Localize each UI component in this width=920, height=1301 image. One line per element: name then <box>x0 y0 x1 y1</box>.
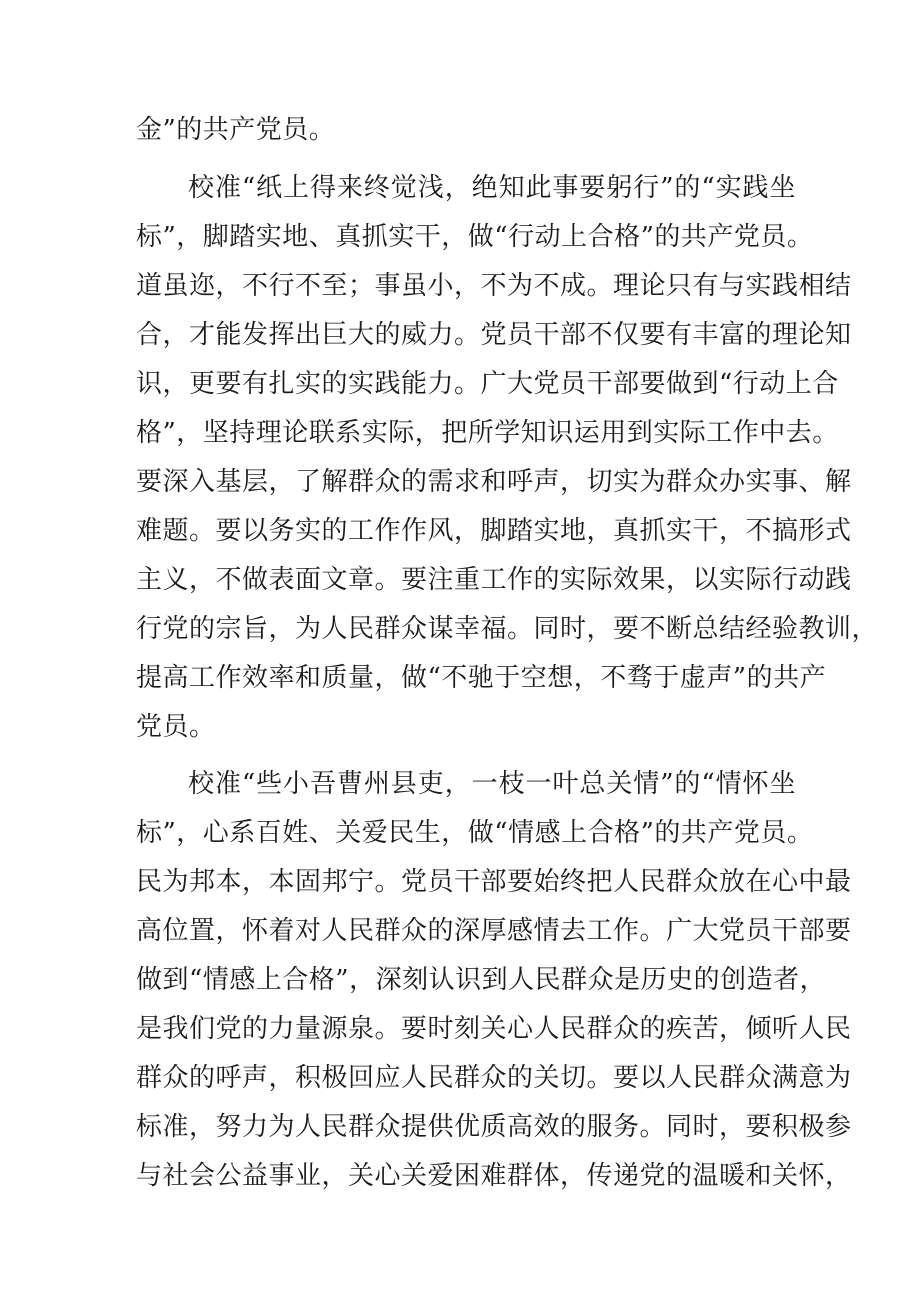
paragraph-line: 标准，努力为人民群众提供优质高效的服务。同时，要积极参 <box>136 1112 852 1142</box>
paragraph-line: 难题。要以务实的工作作风，脚踏实地，真抓实干，不搞形式 <box>136 516 852 546</box>
paragraph-line: 民为邦本，本固邦宁。党员干部要始终把人民群众放在心中最 <box>136 867 852 897</box>
paragraph-line: 是我们党的力量源泉。要时刻关心人民群众的疾苦，倾听人民 <box>136 1014 852 1044</box>
paragraph-line: 提高工作效率和质量，做“不驰于空想，不骛于虚声”的共产 <box>136 663 827 693</box>
paragraph-line: 行党的宗旨，为人民群众谋幸福。同时，要不断总结经验教训， <box>136 614 879 644</box>
paragraph-line: 标”，脚踏实地、真抓实干，做“行动上合格”的共产党员。 <box>136 222 814 252</box>
paragraph-3 <box>136 760 852 1201</box>
paragraph-line: 道虽迩，不行不至；事虽小，不为不成。理论只有与实践相结 <box>136 271 852 301</box>
paragraph-line: 金”的共产党员。 <box>136 115 336 145</box>
paragraph-line: 要深入基层，了解群众的需求和呼声，切实为群众办实事、解 <box>136 467 852 497</box>
paragraph-line: 合，才能发挥出巨大的威力。党员干部不仅要有丰富的理论知 <box>136 320 852 350</box>
paragraph-line: 校准“些小吾曹州县吏，一枝一叶总关情”的“情怀坐 <box>188 769 796 799</box>
paragraph-1 <box>136 106 796 155</box>
paragraph-line: 高位置，怀着对人民群众的深厚感情去工作。广大党员干部要 <box>136 916 852 946</box>
paragraph-line: 主义，不做表面文章。要注重工作的实际效果，以实际行动践 <box>136 565 852 595</box>
paragraph-line: 党员。 <box>136 712 216 742</box>
paragraph-line: 识，更要有扎实的实践能力。广大党员干部要做到“行动上合 <box>136 369 839 399</box>
paragraph-line: 与社会公益事业，关心关爱困难群体，传递党的温暖和关怀， <box>136 1161 852 1191</box>
paragraph-line: 校准“纸上得来终觉浅，绝知此事要躬行”的“实践坐 <box>188 173 796 203</box>
paragraph-line: 做到“情感上合格”，深刻认识到人民群众是历史的创造者， <box>136 965 827 995</box>
paragraph-2 <box>136 164 879 752</box>
paragraph-line: 标”，心系百姓、关爱民生，做“情感上合格”的共产党员。 <box>136 818 814 848</box>
paragraph-line: 群众的呼声，积极回应人民群众的关切。要以人民群众满意为 <box>136 1063 852 1093</box>
paragraph-line: 格”，坚持理论联系实际，把所学知识运用到实际工作中去。 <box>136 418 839 448</box>
